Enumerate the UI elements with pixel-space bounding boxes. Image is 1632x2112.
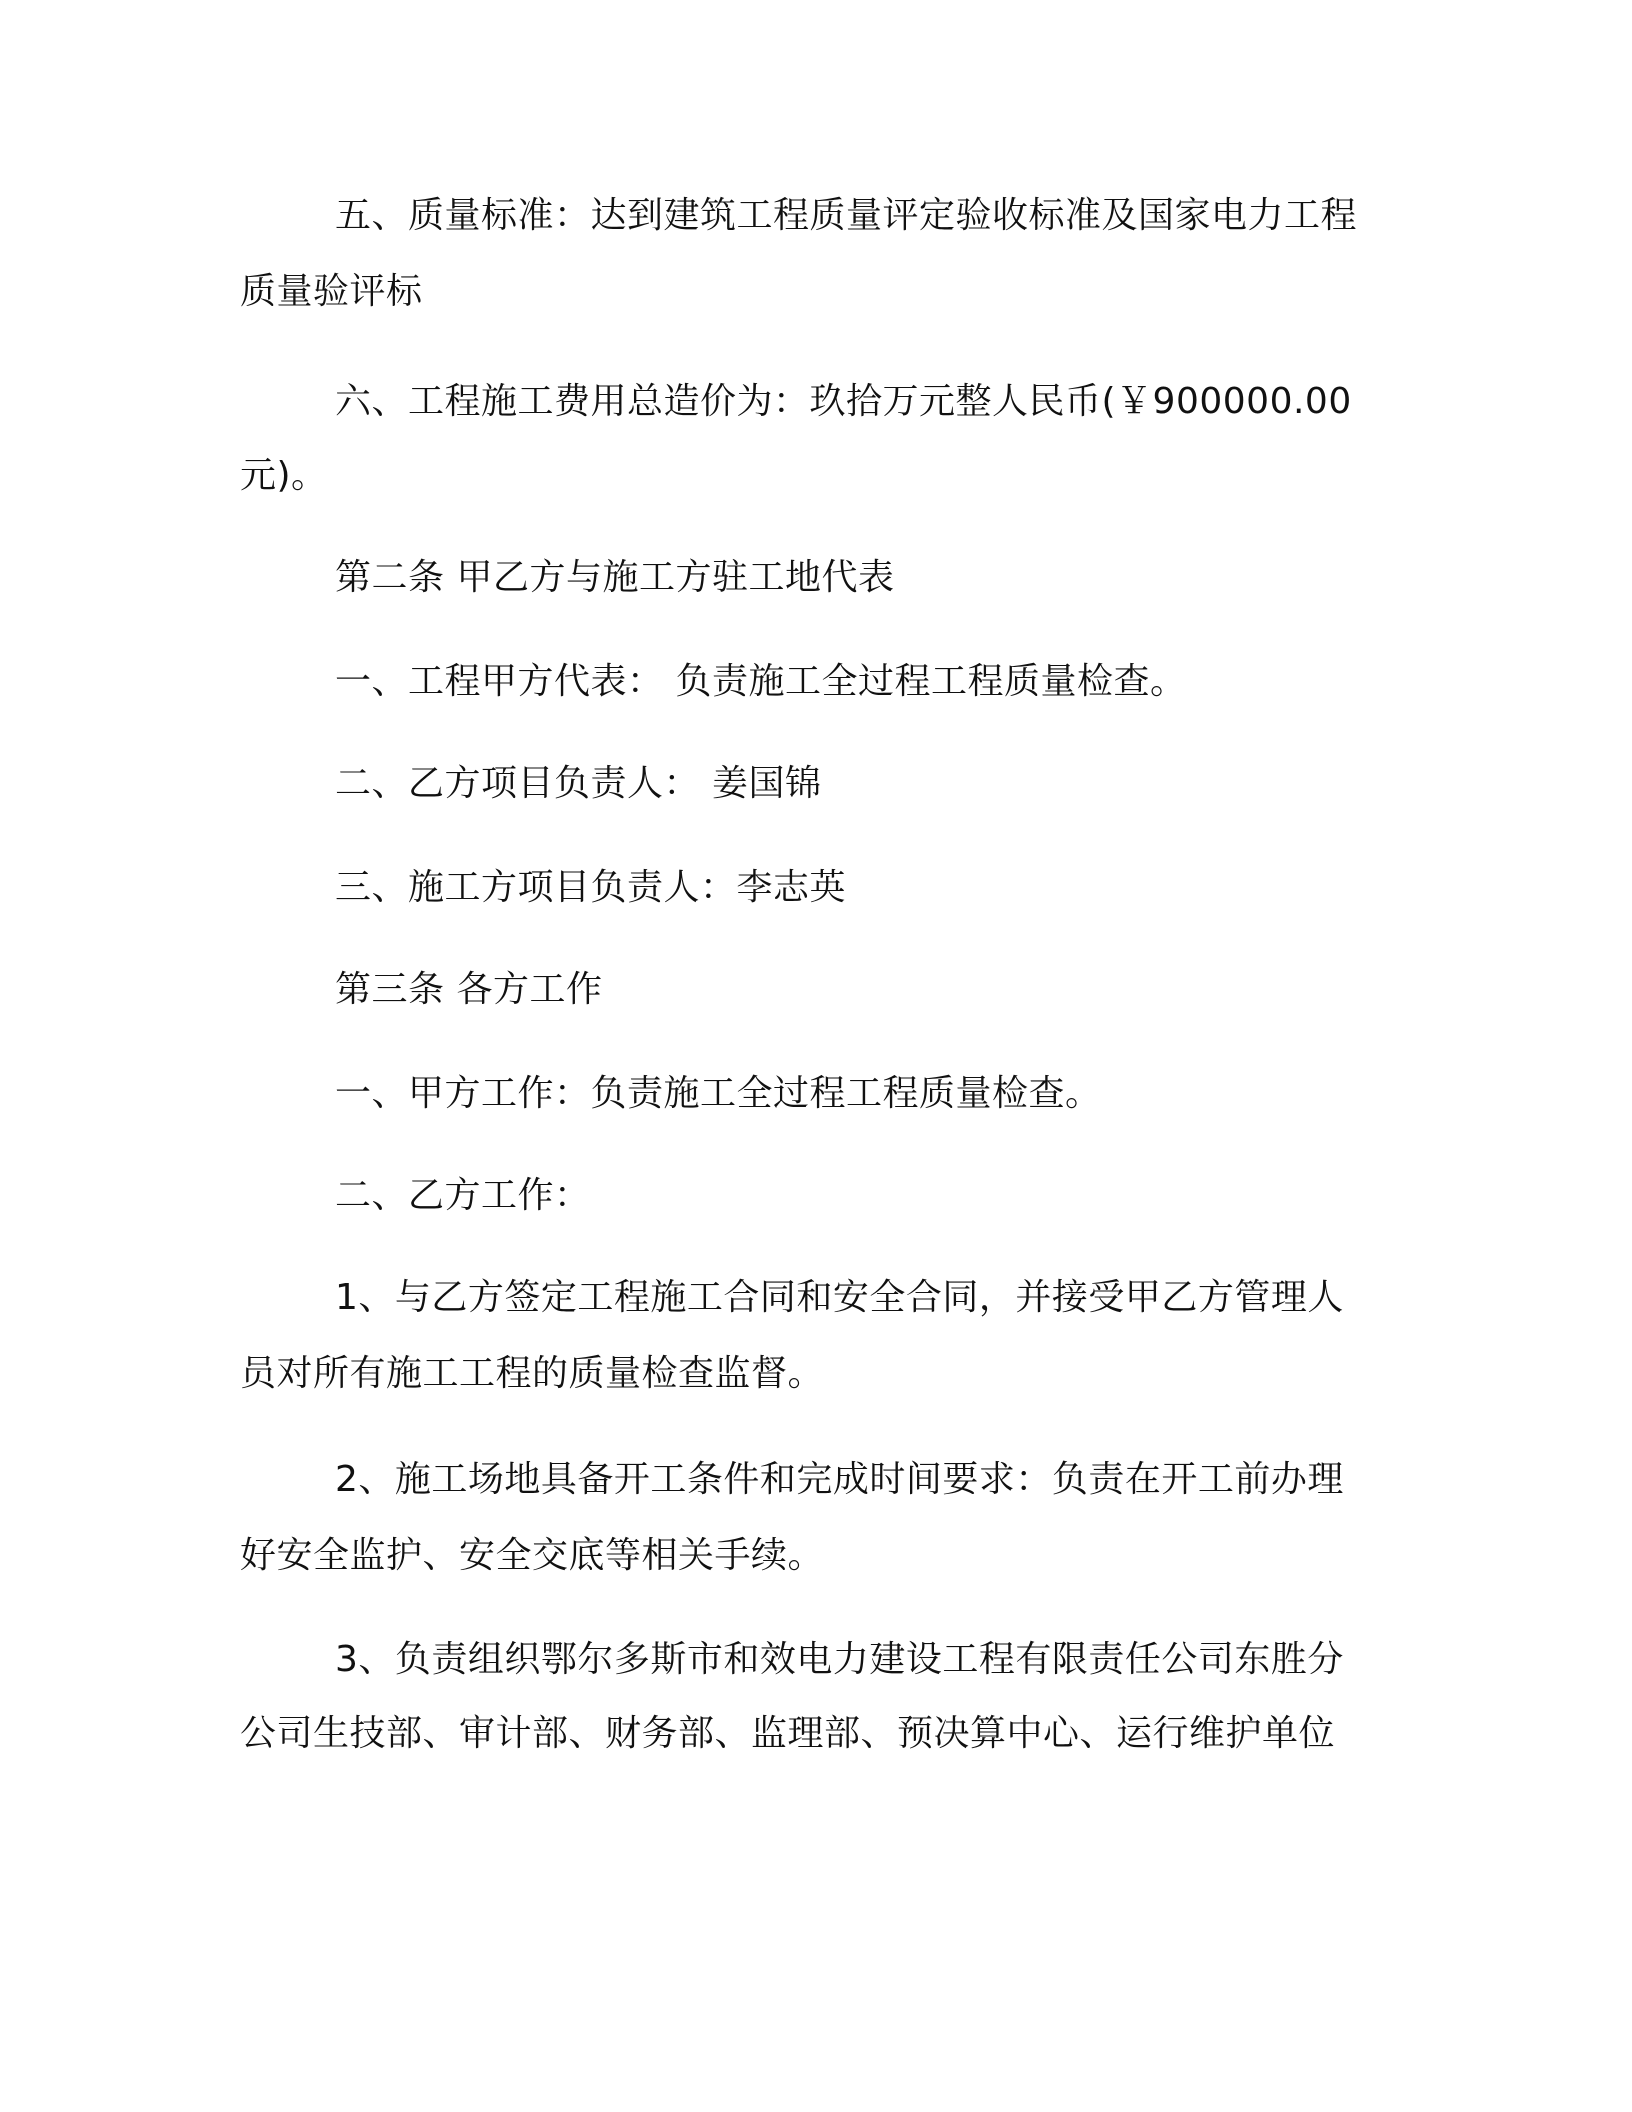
item-2-line-1: 2、施工场地具备开工条件和完成时间要求：负责在开工前办理 [335, 1459, 1344, 1500]
party-b-work-heading: 二、乙方工作： [335, 1175, 591, 1216]
article-three-heading: 第三条 各方工作 [335, 969, 603, 1010]
article-two-heading: 第二条 甲乙方与施工方驻工地代表 [335, 557, 895, 598]
party-a-representative-line: 一、工程甲方代表： 负责施工全过程工程质量检查。 [335, 661, 1187, 702]
party-b-manager-line: 二、乙方项目负责人： 姜国锦 [335, 763, 822, 804]
item-3-line-2: 公司生技部、审计部、财务部、监理部、预决算中心、运行维护单位 [240, 1713, 1336, 1754]
item-3-line-1: 3、负责组织鄂尔多斯市和效电力建设工程有限责任公司东胜分 [335, 1639, 1344, 1680]
item-1-line-1: 1、与乙方签定工程施工合同和安全合同，并接受甲乙方管理人 [335, 1277, 1344, 1318]
total-cost-line-1: 六、工程施工费用总造价为：玖拾万元整人民币(￥900000.00 [335, 381, 1352, 422]
party-a-work-line: 一、甲方工作：负责施工全过程工程质量检查。 [335, 1073, 1102, 1114]
item-2-line-2: 好安全监护、安全交底等相关手续。 [240, 1535, 825, 1576]
item-1-line-2: 员对所有施工工程的质量检查监督。 [240, 1353, 825, 1394]
total-cost-line-2: 元)。 [240, 455, 328, 496]
quality-standard-line-2: 质量验评标 [240, 271, 423, 312]
quality-standard-line-1: 五、质量标准：达到建筑工程质量评定验收标准及国家电力工程 [335, 195, 1358, 236]
contractor-manager-line: 三、施工方项目负责人：李志英 [335, 867, 847, 908]
